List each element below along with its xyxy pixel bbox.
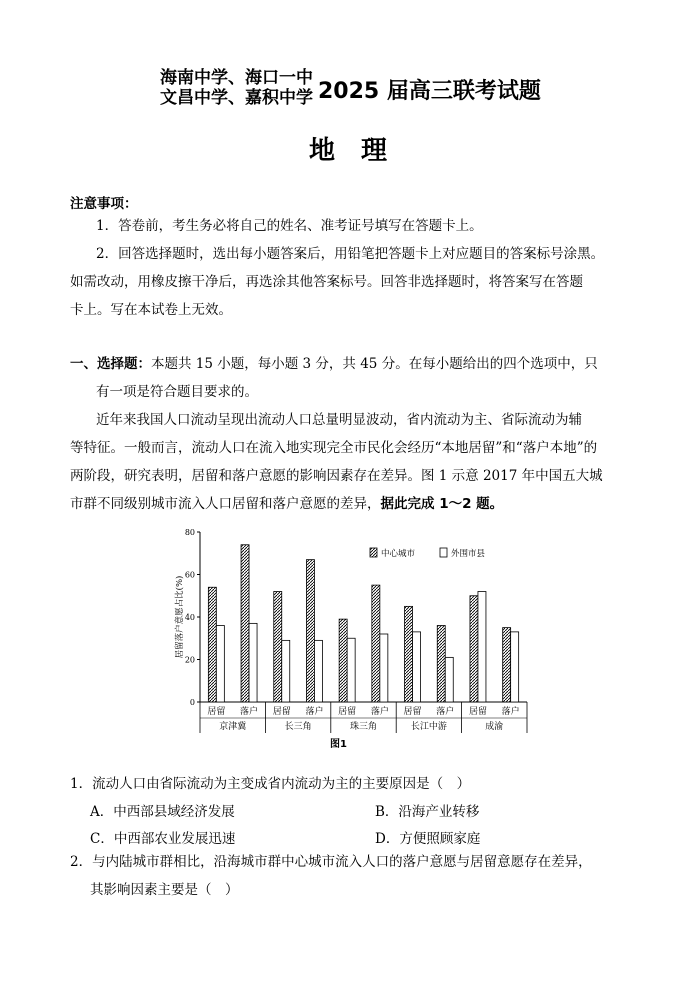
bar-peripheral-county: [282, 640, 290, 702]
bar-peripheral-county: [511, 632, 519, 702]
bar-peripheral-county: [478, 592, 486, 703]
passage-line-1: 近年来我国人口流动呈现出流动人口总量明显波动，省内流动为主、省际流动为辅: [96, 412, 582, 428]
bar-central-city: [405, 606, 413, 702]
exam-title: 2025 届高三联考试题: [318, 79, 541, 104]
y-tick-label: 60: [184, 570, 195, 580]
bar-central-city: [306, 560, 314, 702]
region-label: 长江中游: [410, 722, 447, 732]
bar-central-city: [241, 545, 249, 702]
legend-label-peripheral: 外围市县: [451, 549, 486, 559]
section-1-label: 一、选择题：: [70, 356, 151, 372]
school-line-2: 文昌中学、嘉积中学: [160, 88, 313, 108]
legend-label-central: 中心城市: [381, 549, 416, 559]
figure-caption: 图1: [330, 739, 347, 750]
notice-item-2-line-1: 2．回答选择题时，选出每小题答案后，用铅笔把答题卡上对应题目的答案标号涂黑。: [96, 246, 605, 262]
bar-central-city: [503, 628, 511, 702]
subject-title: 地理: [308, 136, 413, 166]
passage-line-2: 等特征。一般而言，流动人口在流入地实现完全市民化会经历“本地居留”和“落户本地”的: [70, 440, 598, 456]
section-1-desc-1: 本题共 15 小题，每小题 3 分，共 45 分。在每小题给出的四个选项中，只: [151, 356, 598, 372]
category-label: 居留: [338, 707, 357, 717]
category-label: 居留: [272, 707, 291, 717]
figure-1-chart: [160, 520, 540, 755]
category-label: 落户: [305, 707, 324, 717]
category-label: 落户: [370, 707, 389, 717]
legend-swatch-peripheral: [440, 548, 447, 557]
notice-item-2-line-3: 卡上。写在本试卷上无效。: [70, 302, 232, 318]
y-tick-label: 0: [189, 698, 195, 707]
category-label: 居留: [207, 707, 226, 717]
notice-item-2-line-2: 如需改动，用橡皮擦干净后，再选涂其他答案标号。回答非选择题时，将答案写在答题: [70, 274, 583, 290]
question-2-stem-line-1: 2．与内陆城市群相比，沿海城市群中心城市流入人口的落户意愿与居留意愿存在差异，: [70, 854, 592, 870]
bar-central-city: [470, 596, 478, 702]
category-label: 居留: [468, 707, 487, 717]
question-1-option-b[interactable]: B．沿海产业转移: [375, 804, 480, 820]
bar-peripheral-county: [413, 632, 421, 702]
question-2-stem-line-2: 其影响因素主要是（ ）: [90, 882, 239, 898]
legend-swatch-central: [370, 548, 377, 557]
notice-heading: 注意事项：: [70, 196, 138, 212]
y-tick-label: 40: [184, 613, 195, 622]
passage-line-4: [70, 490, 503, 519]
bar-central-city: [208, 587, 216, 702]
bar-peripheral-county: [380, 634, 388, 702]
category-label: 落户: [436, 707, 455, 717]
section-1-line-2: 有一项是符合题目要求的。: [96, 384, 258, 400]
category-label: 落户: [501, 707, 520, 717]
question-1-stem: 1．流动人口由省际流动为主变成省内流动为主的主要原因是（ ）: [70, 776, 471, 792]
bar-central-city: [339, 619, 347, 702]
question-1-option-a[interactable]: A．中西部县域经济发展: [90, 804, 235, 820]
y-tick-label: 80: [184, 528, 195, 537]
school-names: [160, 68, 313, 108]
region-label: 成渝: [485, 722, 504, 732]
region-label: 珠三角: [349, 722, 378, 732]
bar-peripheral-county: [249, 623, 257, 702]
bar-peripheral-county: [347, 638, 355, 702]
passage-line-4-bold: 据此完成 1～2 题。: [380, 496, 504, 512]
y-tick-label: 20: [184, 655, 195, 665]
section-1-line-1: [70, 350, 598, 379]
bar-peripheral-county: [445, 657, 453, 702]
bar-central-city: [274, 592, 282, 703]
passage-line-3: 两阶段，研究表明，居留和落户意愿的影响因素存在差异。图 1 示意 2017 年中国五大城: [70, 468, 603, 484]
bar-central-city: [437, 626, 445, 703]
notice-item-1: 1．答卷前，考生务必将自己的姓名、准考证号填写在答题卡上。: [96, 218, 483, 234]
question-1-option-c[interactable]: C．中西部农业发展迅速: [90, 831, 236, 847]
passage-line-4-text: 市群不同级别城市流入人口居留和落户意愿的差异，: [70, 496, 381, 512]
category-label: 落户: [240, 707, 259, 717]
question-1-option-d[interactable]: D．方便照顾家庭: [375, 831, 481, 847]
region-label: 京津冀: [219, 722, 247, 732]
bar-central-city: [372, 585, 380, 702]
region-label: 长三角: [284, 722, 312, 732]
category-label: 居留: [403, 707, 422, 717]
school-line-1: 海南中学、海口一中: [160, 68, 313, 88]
bar-peripheral-county: [314, 640, 322, 702]
bar-peripheral-county: [216, 626, 224, 703]
y-axis-label: 居留落户意愿占比(%): [175, 575, 185, 659]
